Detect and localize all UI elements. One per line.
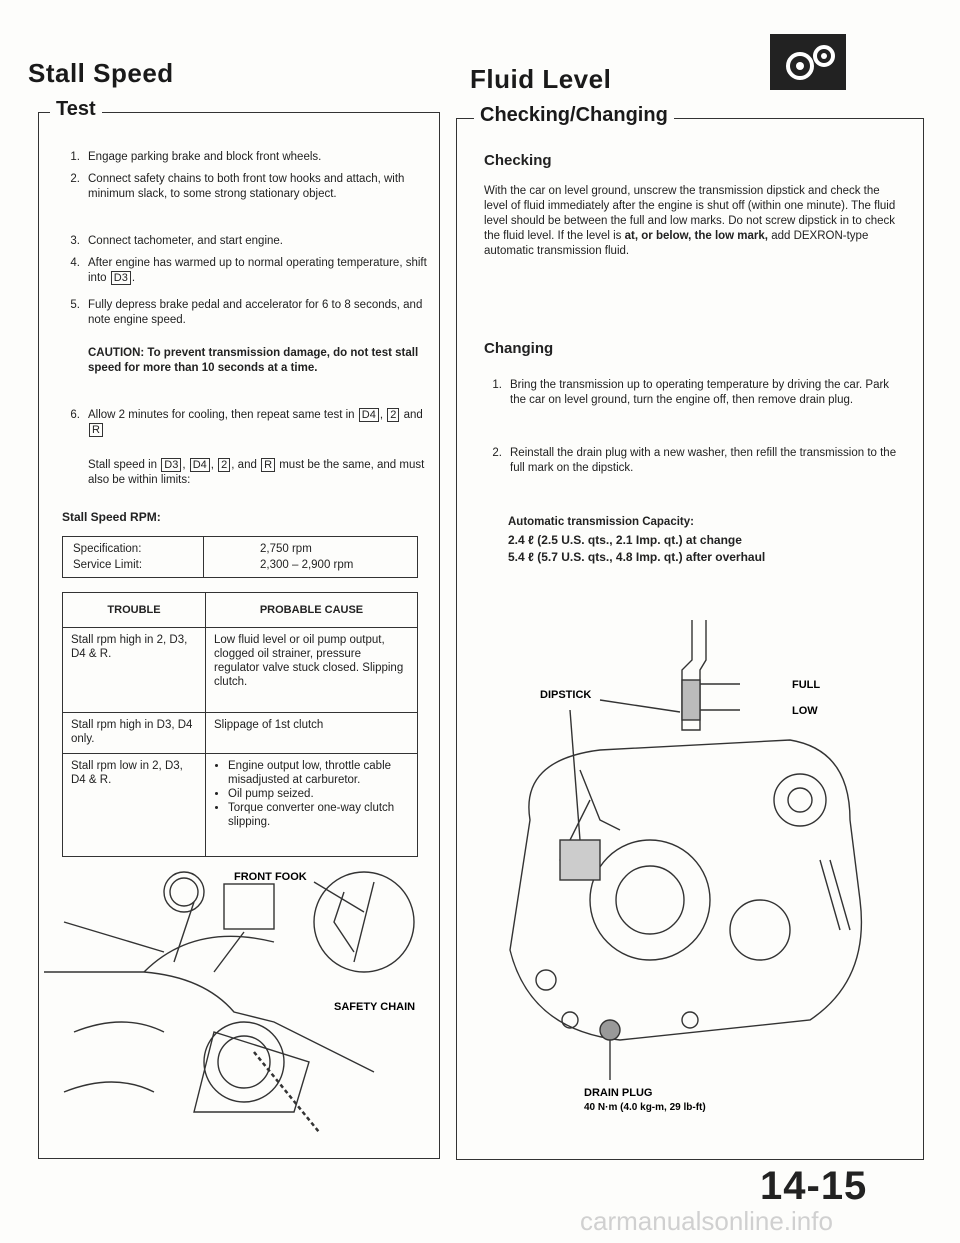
- capacity-overhaul: 5.4 ℓ (5.7 U.S. qts., 4.8 Imp. qt.) after overhaul: [508, 550, 766, 564]
- right-page-title: Fluid Level: [470, 64, 612, 94]
- front-hook-label: FRONT FOOK: [234, 871, 307, 883]
- shift-position-key: D3: [111, 271, 131, 285]
- capacity-change: 2.4 ℓ (2.5 U.S. qts., 2.1 Imp. qt.) at change: [508, 533, 742, 547]
- trouble-table: [62, 592, 418, 857]
- stall-speed-note: Stall speed in D3 , D4 , 2 , and R must be the same, and must also be within limits:: [88, 459, 425, 486]
- checking-text: With the car on level ground, unscrew the transmission dipstick and check the level of fluid immediately after the engine is shut off (within one minute). The fluid level should be between the full and low marks. Do not screw dipstick in to check the fluid level. If the level is at, or below, the low mark, add DEXRON-type automatic transmission fluid.: [484, 185, 896, 257]
- left-page-title: Stall Speed: [28, 58, 174, 88]
- drain-plug-torque: 40 N·m (4.0 kg-m, 29 lb-ft): [584, 1102, 706, 1113]
- transmission-gear-icon: [770, 34, 846, 90]
- dipstick-label: DIPSTICK: [540, 689, 592, 701]
- capacity-label: Automatic transmission Capacity:: [508, 516, 694, 528]
- full-label: FULL: [792, 679, 821, 691]
- page-number: 14-15: [760, 1164, 868, 1208]
- checking-heading: Checking: [484, 152, 552, 169]
- watermark: carmanualsonline.info: [580, 1206, 833, 1236]
- stall-rpm-label: Stall Speed RPM:: [62, 510, 161, 524]
- drain-plug-label: DRAIN PLUG: [584, 1087, 653, 1099]
- test-section-heading: Test: [50, 98, 102, 121]
- changing-heading: Changing: [484, 340, 554, 357]
- table-row: Stall rpm low in 2, D3, D4 & R. • Engine output low, throttle cable misadjusted at carburetor. • Oil pump seized. • Torque converter one-way clutch slipping.: [63, 754, 418, 857]
- table-row: Stall rpm high in D3, D4 only. Slippage of 1st clutch: [63, 713, 418, 754]
- caution-note: CAUTION: To prevent transmission damage, do not test stall speed for more than 10 seconds at a time.: [88, 347, 419, 374]
- fluid-section-heading: Checking/Changing: [474, 104, 674, 127]
- transmission-illustration: [470, 600, 910, 1150]
- stall-test-illustration: [44, 862, 434, 1152]
- table-row: Stall rpm high in 2, D3, D4 & R. Low fluid level or oil pump output, clogged oil strainer, pressure regulator valve stuck closed. Slipping clutch.: [63, 628, 418, 713]
- stall-rpm-table: Specification: Service Limit: 2,750 rpm 2,300 – 2,900 rpm: [62, 536, 418, 578]
- safety-chain-label: SAFETY CHAIN: [334, 1001, 416, 1013]
- low-label: LOW: [792, 705, 818, 717]
- cause-header: PROBABLE CAUSE: [206, 593, 418, 628]
- trouble-header: TROUBLE: [63, 593, 206, 628]
